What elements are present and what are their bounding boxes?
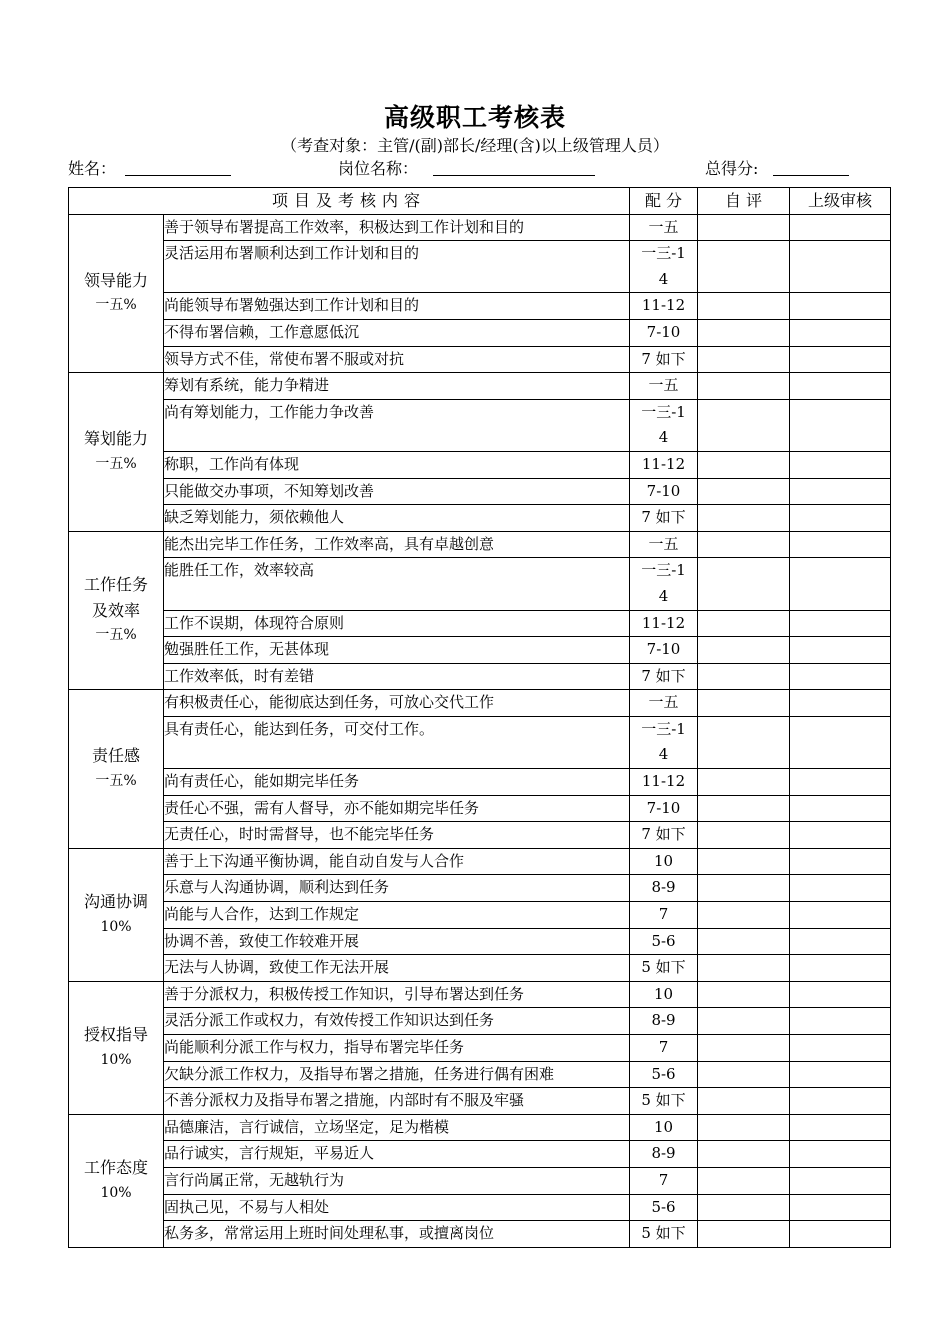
- self-eval-cell[interactable]: [698, 558, 790, 610]
- self-eval-cell[interactable]: [698, 1088, 790, 1115]
- criterion-description: 私务多，常常运用上班时间处理私事，或擅离岗位: [164, 1221, 630, 1248]
- supervisor-review-cell[interactable]: [790, 981, 891, 1008]
- category-name: 责任感: [91, 746, 140, 766]
- table-row: [69, 1167, 891, 1194]
- table-row: [69, 558, 891, 610]
- self-eval-cell[interactable]: [698, 928, 790, 955]
- supervisor-review-cell[interactable]: [790, 663, 891, 690]
- supervisor-review-cell[interactable]: [790, 848, 891, 875]
- table-row: [69, 241, 891, 293]
- self-eval-header: 自 评: [698, 188, 790, 215]
- category-name: 工作态度: [83, 1158, 148, 1178]
- supervisor-review-cell[interactable]: [790, 399, 891, 451]
- table-row: [69, 637, 891, 664]
- table-row: [69, 451, 891, 478]
- item-header: 项目及考核内容: [69, 188, 630, 215]
- form-title: 高级职工考核表: [383, 103, 566, 132]
- criterion-description: 称职，工作尚有体现: [164, 451, 630, 478]
- table-row: [69, 902, 891, 929]
- supervisor-review-cell[interactable]: [790, 214, 891, 241]
- category-cell: [69, 1114, 164, 1247]
- supervisor-review-header: 上级审核: [790, 188, 891, 215]
- table-row: [69, 690, 891, 717]
- score-range: 10: [630, 981, 698, 1008]
- criterion-description: 善于领导布署提高工作效率，积极达到工作计划和目的: [164, 214, 630, 241]
- supervisor-review-cell[interactable]: [790, 716, 891, 768]
- supervisor-review-cell[interactable]: [790, 293, 891, 320]
- score-range: 一五: [630, 690, 698, 717]
- criterion-description: 灵活分派工作或权力，有效传授工作知识达到任务: [164, 1008, 630, 1035]
- criterion-description: 乐意与人沟通协调，顺利达到任务: [164, 875, 630, 902]
- self-eval-cell[interactable]: [698, 716, 790, 768]
- criterion-description: 勉强胜任工作，无甚体现: [164, 637, 630, 664]
- supervisor-review-cell[interactable]: [790, 1194, 891, 1221]
- score-range: 8-9: [630, 1141, 698, 1168]
- self-eval-cell[interactable]: [698, 505, 790, 532]
- criterion-description: 灵活运用布署顺利达到工作计划和目的: [164, 241, 630, 293]
- supervisor-review-cell[interactable]: [790, 610, 891, 637]
- self-eval-cell[interactable]: [698, 399, 790, 451]
- supervisor-review-cell[interactable]: [790, 319, 891, 346]
- table-row: [69, 955, 891, 982]
- criterion-description: 工作效率低，时有差错: [164, 663, 630, 690]
- criterion-description: 缺乏筹划能力，须依赖他人: [164, 505, 630, 532]
- supervisor-review-cell[interactable]: [790, 1221, 891, 1248]
- self-eval-cell[interactable]: [698, 1008, 790, 1035]
- self-eval-cell[interactable]: [698, 610, 790, 637]
- table-body: [69, 214, 891, 1247]
- criterion-description: 尚有筹划能力，工作能力争改善: [164, 399, 630, 451]
- criterion-description: 尚能领导布署勉强达到工作计划和目的: [164, 293, 630, 320]
- score-range: 7-10: [630, 637, 698, 664]
- self-eval-cell[interactable]: [698, 451, 790, 478]
- table-row: [69, 1221, 891, 1248]
- score-range: 7: [630, 1167, 698, 1194]
- self-eval-cell[interactable]: [698, 848, 790, 875]
- criterion-description: 领导方式不佳，常使布署不服或对抗: [164, 346, 630, 373]
- criterion-description: 无法与人协调，致使工作无法开展: [164, 955, 630, 982]
- score-range: 5 如下: [630, 1221, 698, 1248]
- supervisor-review-cell[interactable]: [790, 505, 891, 532]
- self-eval-cell[interactable]: [698, 346, 790, 373]
- score-range: 7 如下: [630, 822, 698, 849]
- table-row: [69, 319, 891, 346]
- category-name: 沟通协调: [83, 892, 148, 912]
- table-row: [69, 795, 891, 822]
- table-row: [69, 1141, 891, 1168]
- category-weight: 一五%: [95, 627, 137, 644]
- score-range: 7-10: [630, 795, 698, 822]
- supervisor-review-cell[interactable]: [790, 1141, 891, 1168]
- self-eval-cell[interactable]: [698, 955, 790, 982]
- criterion-description: 无责任心，时时需督导，也不能完毕任务: [164, 822, 630, 849]
- supervisor-review-cell[interactable]: [790, 795, 891, 822]
- criterion-description: 品行诚实，言行规矩，平易近人: [164, 1141, 630, 1168]
- category-name: 领导能力: [83, 270, 148, 290]
- score-range: 11-12: [630, 769, 698, 796]
- score-range: 一三-14: [630, 716, 698, 768]
- score-range: 10: [630, 848, 698, 875]
- supervisor-review-cell[interactable]: [790, 637, 891, 664]
- table-row: [69, 1194, 891, 1221]
- table-row: [69, 928, 891, 955]
- category-name: 工作任务及效率: [83, 575, 148, 620]
- self-eval-cell[interactable]: [698, 902, 790, 929]
- self-eval-cell[interactable]: [698, 769, 790, 796]
- position-label: 岗位名称：: [338, 159, 419, 178]
- score-range: 8-9: [630, 1008, 698, 1035]
- total-score-field[interactable]: [773, 175, 849, 176]
- score-range: 7-10: [630, 319, 698, 346]
- criterion-description: 责任心不强，需有人督导，亦不能如期完毕任务: [164, 795, 630, 822]
- self-eval-cell[interactable]: [698, 373, 790, 400]
- criterion-description: 尚能与人合作，达到工作规定: [164, 902, 630, 929]
- table-row: [69, 505, 891, 532]
- score-range: 7-10: [630, 478, 698, 505]
- category-name: 授权指导: [83, 1025, 148, 1045]
- table-row: [69, 1008, 891, 1035]
- supervisor-review-cell[interactable]: [790, 451, 891, 478]
- evaluation-table: [68, 187, 891, 1248]
- supervisor-review-cell[interactable]: [790, 373, 891, 400]
- self-eval-cell[interactable]: [698, 1141, 790, 1168]
- table-row: [69, 214, 891, 241]
- score-header: 配 分: [630, 188, 698, 215]
- table-row: [69, 346, 891, 373]
- category-weight: 10%: [100, 1184, 132, 1201]
- score-range: 11-12: [630, 610, 698, 637]
- self-eval-cell[interactable]: [698, 214, 790, 241]
- score-range: 10: [630, 1114, 698, 1141]
- self-eval-cell[interactable]: [698, 241, 790, 293]
- supervisor-review-cell[interactable]: [790, 955, 891, 982]
- criterion-description: 尚有责任心，能如期完毕任务: [164, 769, 630, 796]
- criterion-description: 尚能顺利分派工作与权力，指导布署完毕任务: [164, 1035, 630, 1062]
- category-cell: [69, 981, 164, 1114]
- supervisor-review-cell[interactable]: [790, 558, 891, 610]
- supervisor-review-cell[interactable]: [790, 1114, 891, 1141]
- criterion-description: 不得布署信赖，工作意愿低沉: [164, 319, 630, 346]
- self-eval-cell[interactable]: [698, 478, 790, 505]
- self-eval-cell[interactable]: [698, 1035, 790, 1062]
- score-range: 一五: [630, 214, 698, 241]
- category-cell: [69, 373, 164, 532]
- form-subtitle: （考查对象：主管/(副)部长/经理(含)以上级管理人员）: [281, 136, 669, 155]
- supervisor-review-cell[interactable]: [790, 478, 891, 505]
- total-score-label: 总得分:: [705, 159, 759, 178]
- table-row: [69, 373, 891, 400]
- self-eval-cell[interactable]: [698, 663, 790, 690]
- position-field[interactable]: [433, 175, 595, 176]
- score-range: 11-12: [630, 451, 698, 478]
- table-row: [69, 769, 891, 796]
- table-row: [69, 875, 891, 902]
- self-eval-cell[interactable]: [698, 319, 790, 346]
- score-range: 8-9: [630, 875, 698, 902]
- criterion-description: 欠缺分派工作权力，及指导布署之措施，任务进行偶有困难: [164, 1061, 630, 1088]
- score-range: 11-12: [630, 293, 698, 320]
- category-weight: 一五%: [95, 455, 137, 472]
- supervisor-review-cell[interactable]: [790, 346, 891, 373]
- criterion-description: 善于上下沟通平衡协调，能自动自发与人合作: [164, 848, 630, 875]
- table-row: [69, 1061, 891, 1088]
- category-cell: [69, 531, 164, 690]
- table-row: [69, 663, 891, 690]
- table-row: [69, 399, 891, 451]
- supervisor-review-cell[interactable]: [790, 1008, 891, 1035]
- score-range: 5 如下: [630, 955, 698, 982]
- table-row: [69, 478, 891, 505]
- supervisor-review-cell[interactable]: [790, 241, 891, 293]
- supervisor-review-cell[interactable]: [790, 690, 891, 717]
- self-eval-cell[interactable]: [698, 690, 790, 717]
- table-row: [69, 1035, 891, 1062]
- score-range: 一五: [630, 531, 698, 558]
- supervisor-review-cell[interactable]: [790, 902, 891, 929]
- self-eval-cell[interactable]: [698, 293, 790, 320]
- score-range: 5 如下: [630, 1088, 698, 1115]
- criterion-description: 协调不善，致使工作较难开展: [164, 928, 630, 955]
- table-row: [69, 1114, 891, 1141]
- score-range: 一三-14: [630, 399, 698, 451]
- score-range: 7: [630, 902, 698, 929]
- criterion-description: 能胜任工作，效率较高: [164, 558, 630, 610]
- self-eval-cell[interactable]: [698, 531, 790, 558]
- self-eval-cell[interactable]: [698, 875, 790, 902]
- score-range: 5-6: [630, 1194, 698, 1221]
- criterion-description: 固执己见，不易与人相处: [164, 1194, 630, 1221]
- self-eval-cell[interactable]: [698, 822, 790, 849]
- score-range: 一五: [630, 373, 698, 400]
- category-name: 筹划能力: [83, 429, 148, 449]
- self-eval-cell[interactable]: [698, 637, 790, 664]
- supervisor-review-cell[interactable]: [790, 1035, 891, 1062]
- score-range: 5-6: [630, 1061, 698, 1088]
- score-range: 7: [630, 1035, 698, 1062]
- supervisor-review-cell[interactable]: [790, 1061, 891, 1088]
- criterion-description: 筹划有系统，能力争精进: [164, 373, 630, 400]
- category-cell: [69, 214, 164, 373]
- table-row: [69, 1088, 891, 1115]
- score-range: 一三-14: [630, 558, 698, 610]
- supervisor-review-cell[interactable]: [790, 1167, 891, 1194]
- self-eval-cell[interactable]: [698, 1221, 790, 1248]
- criterion-description: 只能做交办事项，不知筹划改善: [164, 478, 630, 505]
- header-info-row: [68, 156, 890, 178]
- criterion-description: 能杰出完毕工作任务，工作效率高，具有卓越创意: [164, 531, 630, 558]
- supervisor-review-cell[interactable]: [790, 822, 891, 849]
- criterion-description: 具有责任心，能达到任务，可交付工作。: [164, 716, 630, 768]
- table-row: [69, 610, 891, 637]
- supervisor-review-cell[interactable]: [790, 531, 891, 558]
- category-weight: 10%: [100, 1051, 132, 1068]
- table-row: [69, 293, 891, 320]
- criterion-description: 品德廉洁，言行诚信，立场坚定，足为楷模: [164, 1114, 630, 1141]
- supervisor-review-cell[interactable]: [790, 1088, 891, 1115]
- category-weight: 一五%: [95, 297, 137, 314]
- category-cell: [69, 848, 164, 981]
- category-weight: 一五%: [95, 773, 137, 790]
- criterion-description: 善于分派权力，积极传授工作知识，引导布署达到任务: [164, 981, 630, 1008]
- table-row: [69, 848, 891, 875]
- score-range: 7 如下: [630, 346, 698, 373]
- score-range: 一三-14: [630, 241, 698, 293]
- table-row: [69, 822, 891, 849]
- supervisor-review-cell[interactable]: [790, 769, 891, 796]
- score-range: 7 如下: [630, 505, 698, 532]
- self-eval-cell[interactable]: [698, 795, 790, 822]
- self-eval-cell[interactable]: [698, 981, 790, 1008]
- table-row: [69, 531, 891, 558]
- category-weight: 10%: [100, 918, 132, 935]
- self-eval-cell[interactable]: [698, 1061, 790, 1088]
- table-row: [69, 716, 891, 768]
- supervisor-review-cell[interactable]: [790, 875, 891, 902]
- table-row: [69, 981, 891, 1008]
- name-label: 姓名：: [68, 159, 117, 178]
- self-eval-cell[interactable]: [698, 1167, 790, 1194]
- score-range: 7 如下: [630, 663, 698, 690]
- name-field[interactable]: [125, 175, 231, 176]
- category-cell: [69, 690, 164, 849]
- score-range: 5-6: [630, 928, 698, 955]
- self-eval-cell[interactable]: [698, 1114, 790, 1141]
- criterion-description: 不善分派权力及指导布署之措施，内部时有不服及牢骚: [164, 1088, 630, 1115]
- criterion-description: 工作不误期，体现符合原则: [164, 610, 630, 637]
- criterion-description: 言行尚属正常，无越轨行为: [164, 1167, 630, 1194]
- self-eval-cell[interactable]: [698, 1194, 790, 1221]
- criterion-description: 有积极责任心，能彻底达到任务，可放心交代工作: [164, 690, 630, 717]
- table-header-row: [69, 188, 891, 215]
- supervisor-review-cell[interactable]: [790, 928, 891, 955]
